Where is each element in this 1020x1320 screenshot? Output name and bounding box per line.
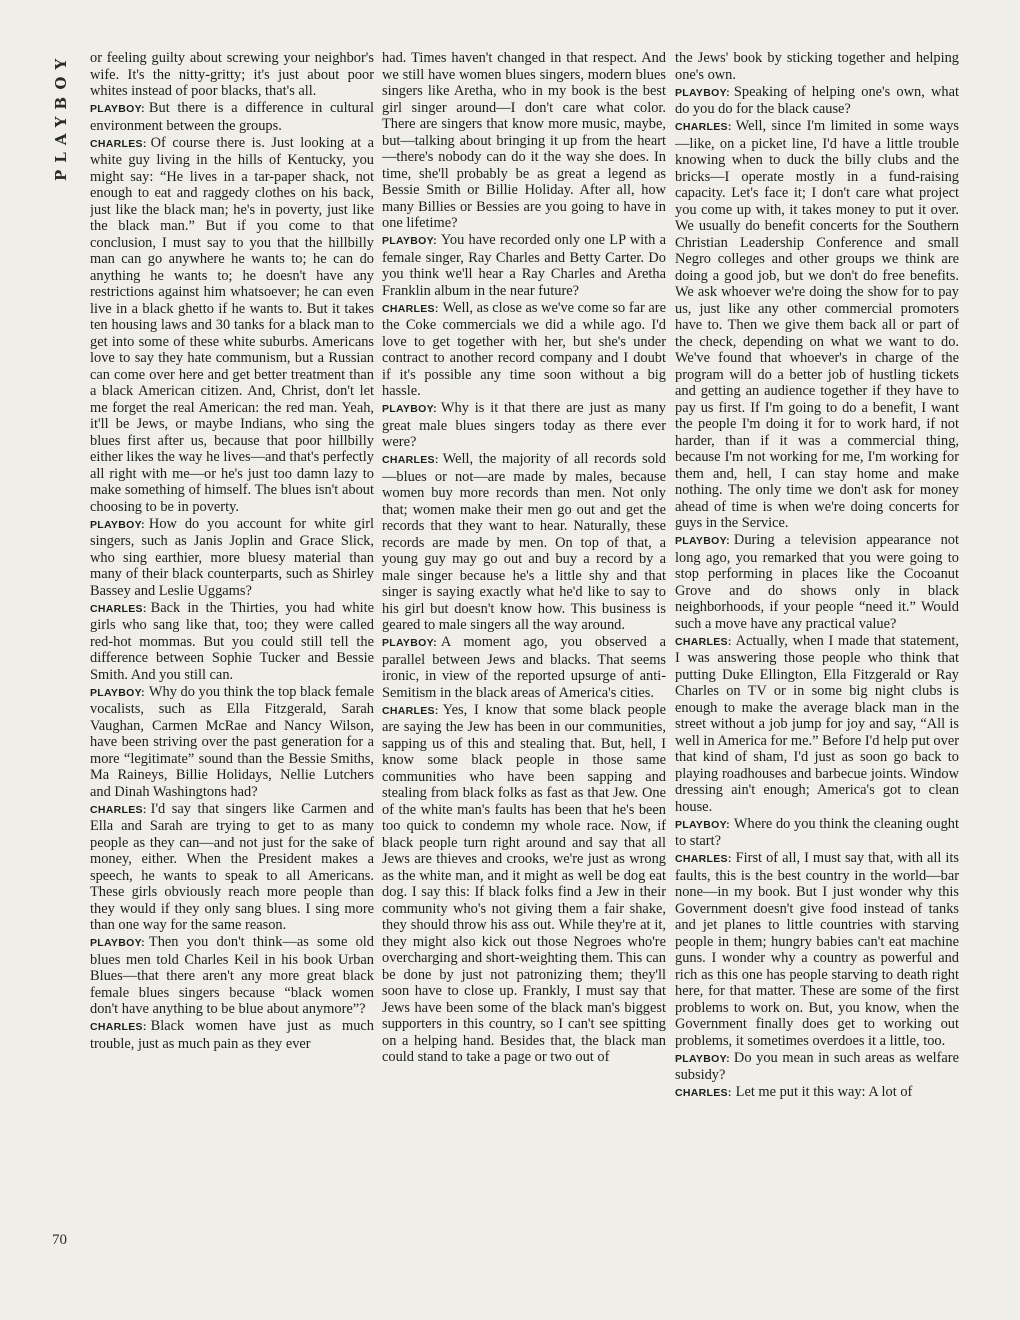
paragraph-text: Black women have just as much trouble, just as much pain as they ever [90,1018,374,1052]
paragraph-text: or feeling guilty about screwing your neighbor's wife. It's the nitty-gritty; it's just about poor whites instead of poor blacks, that's all. [90,50,374,99]
paragraph-text: During a television appearance not long ago, you remarked that you were going to stop performing in places like the Cocoanut Grove and do shows only in black neighborhoods, if your people “need it.” Would such a move have any practical value? [675,532,959,632]
paragraph-text: Of course there is. Just looking at a white guy living in the hills of Kentucky, you might say: “He lives in a tar-paper shack, not enough to eat and raggedy clothes on his back, just like the black man; he's in poverty, just like the black man.” But if you come to that conclusion, I must say to you that the hillbilly man can go anywhere he wants to; he can do anything he wants to; he doesn't have any restrictions against him whatsoever; he can even live in a black ghetto if he wants to. But it takes ten housing laws and 30 tanks for a black man to get into some of these white suburbs. Americans love to say they hate communism, but a Russian can come over here and get better treatment than a black American citizen. And, Christ, don't let me forget the real American: the red man. Yeah, it'll be Jews, or maybe Indians, who sing the blues first after us, because that poor hillbilly either likes the way he lives—and that's perfectly all right with me—or he's just too damn lazy to make something of himself. The blues isn't about choosing to be in poverty. [90,134,374,515]
interview-paragraph [382,451,666,634]
paragraph-text: But there is a difference in cultural environment between the groups. [90,100,374,134]
interview-paragraph [675,850,959,1049]
speaker-label: PLAYBOY: [90,103,145,115]
interview-paragraph [675,1084,959,1102]
magazine-masthead: PLAYBOY [52,51,70,181]
interview-paragraph [675,84,959,118]
paragraph-text: I'd say that singers like Carmen and Ella and Sarah are trying to get to as many people as they can—and not just for the sake of money, either. When the President makes a speech, he wants to speak to all Americans. These girls obviously reach more people than they would if they only sang blues. I sing more than one way for the same reason. [90,800,374,933]
speaker-label: PLAYBOY: [90,937,145,949]
interview-paragraph [382,300,666,400]
interview-paragraph [90,600,374,684]
speaker-label: CHARLES: [382,704,439,717]
paragraph-text: Well, the majority of all records sold—blues or not—are made by males, because women buy more records than men. Not only that; women make their men go out and get the records that they want to hear. Naturally, these records are made by men. On top of that, a young guy may go out and buy a record by a male singer because he's a little shy and that singer is saying exactly what he'd like to say to his girl but doesn't know how. This business is geared to male singers all the way around. [382,451,666,633]
interview-paragraph [382,702,666,1066]
speaker-label: PLAYBOY: [382,235,437,247]
paragraph-text: Speaking of helping one's own, what do you do for the black cause? [675,83,959,117]
paragraph-text: First of all, I must say that, with all its faults, this is the best country in the world—bar none—in my book. But I just wonder why this Government doesn't give food instead of tanks and jet planes to little countries with starving people in them; hungry babies can't eat machine guns. I wonder why a country as powerful and rich as this one has people starving to death right here, for that matter. These are some of the first problems to work on. But, you know, when the Government finally does get to working out problems, it sometimes overdoes it a little, too. [675,850,959,1049]
paragraph-text: Yes, I know that some black people are saying the Jew has been in our communities, sapping us of this and stealing that. But, hell, I know some black people in those same communities who have been sapping and stealing from black folks as fast as that Jew. One of the white man's faults has been that he's been too quick to condemn my whole race. Now, if black people turn right around and say that all Jews are thieves and crooks, we're just as wrong as the white man, and it might as well be dog eat dog. I say this: If black folks find a Jew in their community who's not giving them a fair shake, they should throw his ass out. While they're at it, they might also kick out those Negroes who're overcharging and short-weighting them. This can be done by just not patronizing them; they'll soon have to close up. Frankly, I must say that Jews have been some of the black man's biggest supporters in this country, so I can't see spitting on a helping hand. Besides that, the black man could stand to take a page or two out of [382,701,666,1065]
speaker-label: CHARLES: [675,853,732,865]
interview-paragraph [675,50,959,83]
paragraph-text: Why is it that there are just as many great male blues singers today as there ever were? [382,400,666,450]
speaker-label: PLAYBOY: [90,518,145,531]
speaker-label: PLAYBOY: [382,637,437,649]
interview-paragraph [675,118,959,532]
paragraph-text: the Jews' book by sticking together and helping one's own. [675,50,959,83]
speaker-label: PLAYBOY: [675,818,730,831]
interview-paragraph [675,532,959,632]
paragraph-text: Well, as close as we've come so far are the Coke commercials we did a while ago. I'd love to get together with her, but she's under contract to another record company and I doubt if it's possible any time soon without a big hassle. [382,299,666,399]
interview-paragraph [90,516,374,600]
speaker-label: CHARLES: [675,635,732,648]
paragraph-text: How do you account for white girl singers, such as Janis Joplin and Grace Slick, who sing earthier, more bluesy material than many of their black counterparts, such as Shirley Bassey and Leslie Uggams? [90,515,374,599]
speaker-label: PLAYBOY: [90,686,145,699]
interview-paragraph [90,100,374,134]
text-column-2 [382,50,666,1270]
interview-paragraph [90,801,374,934]
speaker-label: PLAYBOY: [675,535,730,547]
interview-paragraph [675,633,959,816]
interview-paragraph [90,934,374,1018]
speaker-label: CHARLES: [90,1021,147,1033]
speaker-label: CHARLES: [90,137,147,150]
paragraph-text: A moment ago, you observed a parallel between Jews and blacks. That seems ironic, in view of the reported upsurge of anti-Semitism in the black areas of America's cities. [382,634,666,701]
interview-paragraph [382,50,666,232]
speaker-label: PLAYBOY: [382,403,437,415]
page-number: 70 [52,1232,67,1248]
paragraph-text: Back in the Thirties, you had white girls who sang like that, too; they were called red-hot mommas. But you could still tell the difference between Sophie Tucker and Bessie Smith. And you still can. [90,599,374,683]
paragraph-text: Let me put it this way: A lot of [735,1084,913,1100]
text-column-1 [90,50,374,1270]
interview-paragraph [90,1018,374,1052]
speaker-label: PLAYBOY: [675,86,730,99]
speaker-label: CHARLES: [90,803,147,816]
speaker-label: PLAYBOY: [675,1052,730,1065]
speaker-label: CHARLES: [382,454,439,466]
text-column-3 [675,50,959,1270]
interview-paragraph [382,400,666,451]
paragraph-text: Where do you think the cleaning ought to start? [675,815,959,849]
paragraph-text: Then you don't think—as some old blues men told Charles Keil in his book Urban Blues—that there aren't any more great black female blues singers because “black women don't have anything to be blue about anymore”? [90,934,374,1017]
paragraph-text: Why do you think the top black female vocalists, such as Ella Fitzgerald, Sarah Vaughan, Carmen McRae and Nancy Wilson, have been striving over the past generation for a more “legitimate” sound than the Bessie Smiths, Ma Raineys, Billie Holidays, Nellie Lutchers and Dinah Washingtons had? [90,683,374,800]
speaker-label: CHARLES: [90,602,147,615]
interview-paragraph [90,50,374,100]
paragraph-text: had. Times haven't changed in that respect. And we still have women blues singers, modern blues singers like Aretha, who in my book is the best girl singer around—I don't care what color. There are singers that know more music, maybe, but—talking about bringing it up from the heart—there's nobody can do it the way she does. In time, she'll probably be as great a legend as Bessie Smith or Billie Holiday. After all, how many Billies or Bessies are you going to have in one lifetime? [382,50,666,231]
paragraph-text: You have recorded only one LP with a female singer, Ray Charles and Betty Carter. Do you think we'll hear a Ray Charles and Aretha Franklin album in the near future? [382,232,666,299]
interview-paragraph [90,135,374,516]
speaker-label: CHARLES: [675,121,732,133]
speaker-label: CHARLES: [675,1087,732,1099]
interview-paragraph [675,816,959,850]
interview-paragraph [382,634,666,701]
interview-paragraph [90,684,374,801]
paragraph-text: Actually, when I made that statement, I was answering those people who think that putting Duke Ellington, Ella Fitzgerald or Ray Charles on TV or in some big night clubs is enough to make the average black man in the street without a job jump for joy and say, “All is well in America for me.” Before I'd help put over that kind of sham, I'd just as soon go back to playing roadhouses and barbecue joints. Window dressing ain't enough; America's got to clean house. [675,632,959,815]
paragraph-text: Well, since I'm limited in some ways—like, on a picket line, I'd have a little trouble knowing when to duck the billy clubs and the bricks—I operate mostly in a fund-raising capacity. Let's face it; I don't care what project you come up with, it takes money to put it over. We usually do benefit concerts for the Southern Christian Leadership Conference and small Negro colleges and other groups we think are doing a good job, but we don't do free benefits. We ask whoever we're doing the show for to pay us, just like any other commercial promoters have to. Then we give them back all or part of the check, depending on what we want to do. We've found that whoever's in charge of the program will do a better job of hustling tickets and getting an audience together if they have to pay us first. If I'm going to do a benefit, I want the people I'm doing it for to work hard, if not harder, than if it was a commercial thing, because I'm not working for me, I'm working for them and, hell, I can stay home and make nothing. The only time we don't ask for money ahead of time is when we're doing concerts for guys in the Service. [675,118,959,531]
speaker-label: CHARLES: [382,302,439,315]
interview-paragraph [382,232,666,299]
paragraph-text: Do you mean in such areas as welfare subsidy? [675,1049,959,1083]
interview-paragraph [675,1050,959,1084]
